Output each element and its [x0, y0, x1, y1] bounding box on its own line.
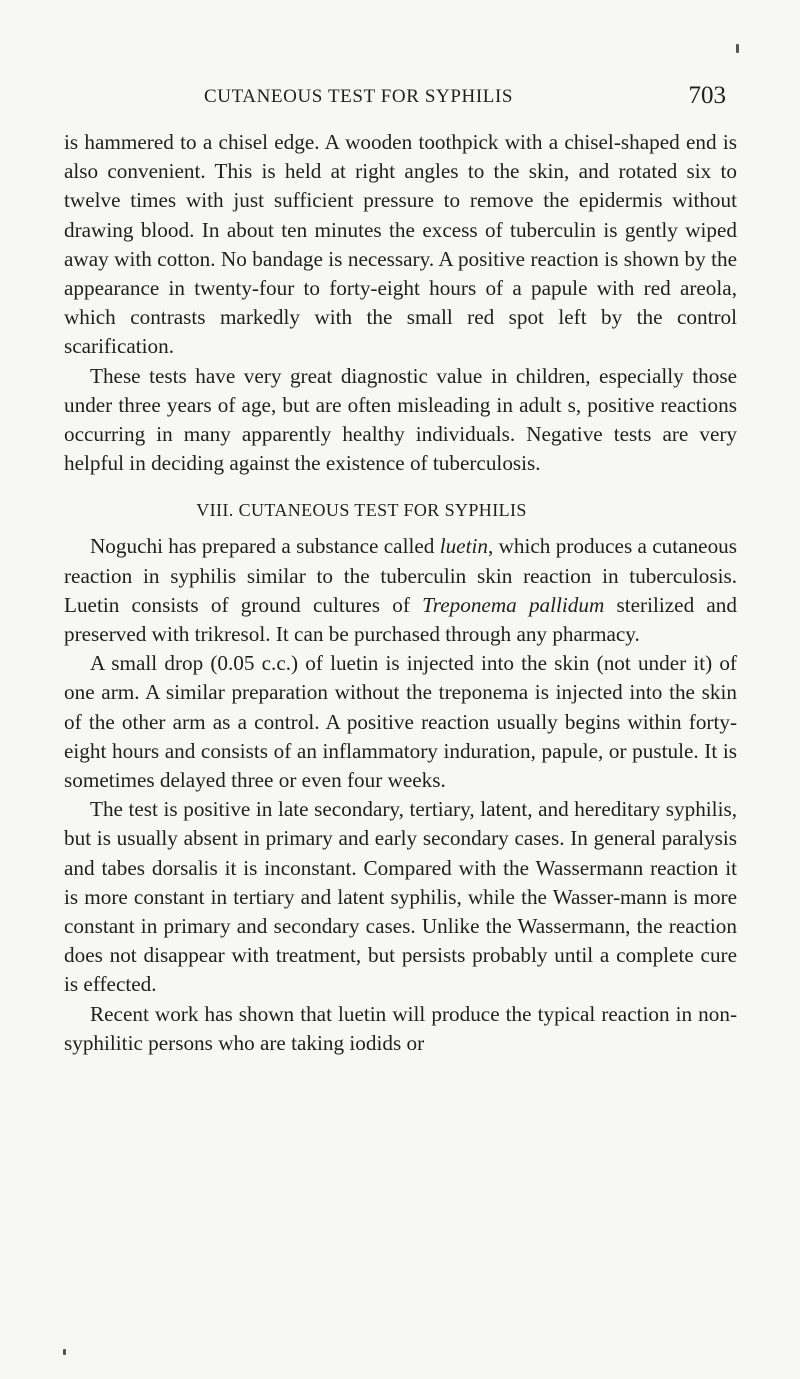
ink-speck-bottom: [63, 1349, 66, 1355]
paragraph-3-text-e: sterilized and preserved with trikresol. It can be purchased through any pharmacy.: [64, 592, 737, 647]
paragraph-2: These tests have very great diagnostic value in children, especially those under three years of age, but are often misleading in adult s, positive reactions occurring in many apparently healthy individuals. Negative tests are very helpful in deciding against the existence of tuberculosis.: [64, 363, 737, 476]
paragraph-3-text-a: Noguchi has prepared a substance called: [90, 534, 440, 559]
section-heading: VIII. CUTANEOUS TEST FOR SYPHILIS: [196, 500, 527, 521]
page-number: 703: [688, 82, 726, 109]
paragraph-3: [64, 532, 737, 649]
body-text: [64, 128, 737, 1058]
term-treponema-pallidum: Treponema pallidum: [422, 592, 605, 617]
ink-speck-top: [736, 44, 739, 53]
paragraph-1: is hammered to a chisel edge. A wooden toothpick with a chisel-shaped end is also convenient. This is held at right angles to the skin, and rotated six to twelve times with just sufficient pressure to remove the epidermis without drawing blood. In about ten minutes the excess of tuberculin is gently wiped away with cotton. No bandage is necessary. A positive reaction is shown by the appearance in twenty-four to forty-eight hours of a papule with red areola, which contrasts markedly with the small red spot left by the control scarification.: [64, 130, 737, 359]
page-header: [64, 82, 736, 112]
running-head: CUTANEOUS TEST FOR SYPHILIS: [204, 86, 514, 107]
paragraph-4: A small drop (0.05 c.c.) of luetin is injected into the skin (not under it) of one arm. A similar preparation without the treponema is injected into the skin of the other arm as a control. A positive reaction usually begins within forty-eight hours and consists of an inflammatory induration, papule, or pustule. It is sometimes delayed three or even four weeks.: [64, 651, 737, 793]
paragraph-5: The test is positive in late secondary, tertiary, latent, and hereditary syphilis, but is usually absent in primary and early secondary cases. In general paralysis and tabes dorsalis it is inconstant. Compared with the Wassermann reaction it is more constant in tertiary and latent syphilis, while the Wasser-mann is more constant in primary and secondary cases. Unlike the Wassermann, the reaction does not disappear with treatment, but persists probably until a complete cure is effected.: [64, 797, 737, 997]
paragraph-3-text-c: , which produces a cutaneous reaction in syphilis similar to the tuberculin skin reaction in tuberculosis. Luetin consists of ground cultures of: [64, 534, 738, 617]
paragraph-6: Recent work has shown that luetin will produce the typical reaction in non-syphilitic persons who are taking iodids or: [64, 1001, 737, 1055]
term-luetin: luetin: [439, 534, 488, 559]
